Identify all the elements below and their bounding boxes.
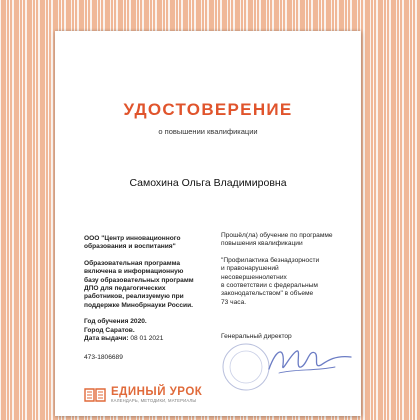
book-logo-icon — [84, 387, 106, 403]
recipient-name: Самохина Ольга Владимировна — [129, 177, 287, 189]
issuer-details — [84, 235, 216, 343]
program-registry-note: Образовательная программа включена в информационную базу образовательных программ ДПО для педагогических работников, реализуемую при поддержке Минобрнауки России. — [84, 259, 194, 309]
certificate-title: УДОСТОВЕРЕНИЕ — [123, 100, 293, 119]
issue-date-label: Дата выдачи: — [84, 335, 129, 343]
issue-city: Город Саратов. — [84, 326, 135, 334]
issue-date-row — [84, 335, 216, 343]
training-intro: Прошёл(ла) обучение по программе повышения квалификации — [221, 232, 333, 248]
certificate-sheet — [55, 31, 361, 416]
stamp-icon — [221, 342, 271, 392]
signature-icon — [265, 339, 355, 381]
edinyi-urok-logo — [84, 386, 202, 403]
certificate-subtitle: о повышении квалификации — [158, 127, 258, 136]
program-name: "Профилактика безнадзорности и правонарушений несовершеннолетних в соответствии с федеральным законодательством" в объеме 73 часа. — [221, 256, 320, 306]
training-details — [221, 232, 349, 315]
logo-name: ЕДИНЫЙ УРОК — [111, 386, 203, 398]
logo-text — [111, 386, 202, 403]
registration-number: 473-1806689 — [84, 354, 123, 361]
organization-name: ООО "Центр инновационного образования и воспитания" — [84, 235, 181, 251]
director-title: Генеральный директор — [221, 333, 292, 340]
logo-tagline: КАЛЕНДАРЬ, МЕТОДИКИ, МАТЕРИАЛЫ — [111, 398, 197, 403]
issue-date-value: 08 01 2021 — [130, 335, 164, 343]
issue-year: Год обучения 2020. — [84, 318, 147, 326]
